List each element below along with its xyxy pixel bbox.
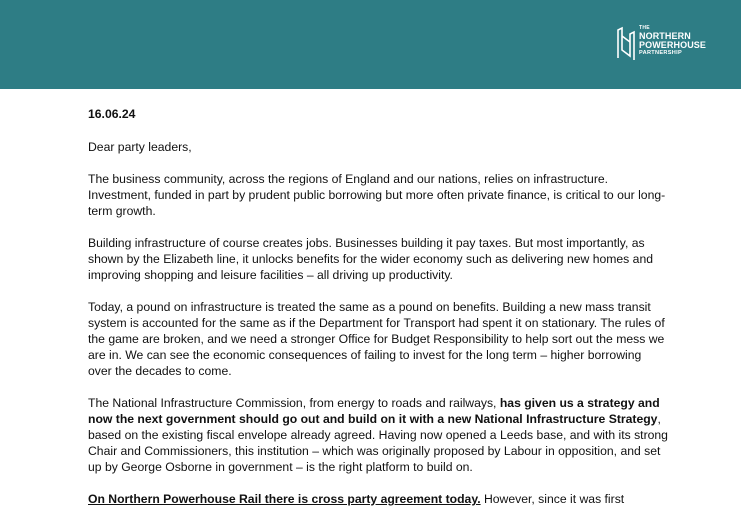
paragraph-5 xyxy=(88,491,668,507)
logo-the: THE xyxy=(639,25,650,31)
letter-date: 16.06.24 xyxy=(88,107,136,121)
logo-n-mark-icon xyxy=(616,26,636,60)
logo-partnership: PARTNERSHIP xyxy=(639,50,682,56)
paragraph-4-rest: , based on the existing fiscal envelope already agreed. Having now opened a Leeds base, and with its strong Chair and Commissioners, this institution – which was originally proposed by Labour in opposition, and set up by George Osborne in government – is the right platform to build on. xyxy=(88,412,668,474)
paragraph-2: Building infrastructure of course creates jobs. Businesses building it pay taxes. But most importantly, as shown by the Elizabeth line, it unlocks benefits for the wider economy such as delivering new homes and improving shopping and leisure facilities – all driving up productivity. xyxy=(88,236,653,282)
logo-powerhouse: POWERHOUSE xyxy=(639,40,707,50)
paragraph-1: The business community, across the regions of England and our nations, relies on infrastructure. Investment, funded in part by prudent public borrowing but more often private finance, is critical to our long-term growth. xyxy=(88,172,666,218)
letter-salutation: Dear party leaders, xyxy=(88,140,192,154)
paragraph-5-emphasis: On Northern Powerhouse Rail there is cross party agreement today. xyxy=(88,492,481,506)
paragraph-5-rest: However, since it was first xyxy=(480,492,625,506)
paragraph-4-emphasis: has given us a strategy and now the next government should go out and build on it with a new National Infrastructure Strategy xyxy=(88,396,660,426)
paragraph-4 xyxy=(88,395,668,475)
letter-body xyxy=(88,106,668,523)
northern-powerhouse-logo[interactable] xyxy=(616,26,706,60)
paragraph-3: Today, a pound on infrastructure is treated the same as a pound on benefits. Building a new mass transit system is accounted for the same as if the Department for Transport had spent it on stationary. The rules of the game are broken, and we need a stronger Office for Budget Responsibility to help sort out the mess we are in. We can see the economic consequences of failing to invest for the long term – higher borrowing over the decades to come. xyxy=(88,300,665,378)
logo-northern: NORTHERN xyxy=(639,31,691,41)
header-banner xyxy=(0,0,741,89)
paragraph-4-intro: The National Infrastructure Commission, from energy to roads and railways, xyxy=(88,396,500,410)
